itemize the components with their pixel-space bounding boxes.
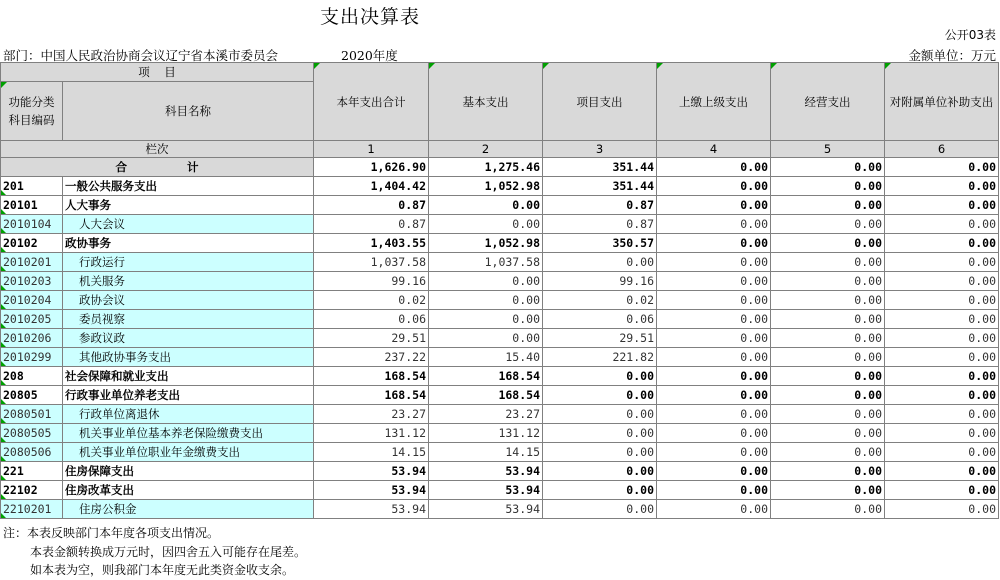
subject-name: 机关事业单位职业年金缴费支出 [63,443,314,462]
footnotes [3,524,306,580]
subject-name: 政协会议 [63,291,314,310]
table-row [1,234,999,253]
amount-cell: 0.87 [543,215,657,234]
amount-cell: 0.00 [657,500,771,519]
amount-cell: 0.00 [771,386,885,405]
amount-cell: 0.00 [657,234,771,253]
amount-cell: 131.12 [429,424,543,443]
amount-cell: 1,037.58 [314,253,429,272]
amount-cell: 221.82 [543,348,657,367]
total-value: 0.00 [657,158,771,177]
amount-cell: 0.00 [429,272,543,291]
function-code: 208 [1,367,63,386]
amount-cell: 0.00 [771,291,885,310]
amount-cell: 1,052.98 [429,234,543,253]
amount-cell: 168.54 [314,367,429,386]
amount-cell: 0.00 [543,405,657,424]
amount-cell: 0.00 [657,310,771,329]
subject-name: 社会保障和就业支出 [63,367,314,386]
amount-cell: 53.94 [429,500,543,519]
header-row-label: 栏次 [1,141,314,158]
subject-name: 行政事业单位养老支出 [63,386,314,405]
function-code: 201 [1,177,63,196]
amount-cell: 0.00 [771,234,885,253]
table-row [1,367,999,386]
col-num-1: 1 [314,141,429,158]
table-row [1,196,999,215]
amount-cell: 0.00 [657,196,771,215]
amount-cell: 0.87 [543,196,657,215]
amount-cell: 53.94 [314,481,429,500]
amount-cell: 0.00 [771,348,885,367]
total-value: 1,275.46 [429,158,543,177]
subject-name: 人大事务 [63,196,314,215]
subject-name: 机关服务 [63,272,314,291]
function-code: 2080501 [1,405,63,424]
amount-cell: 0.00 [885,367,999,386]
function-code: 2010205 [1,310,63,329]
amount-cell: 0.00 [657,367,771,386]
amount-cell: 0.00 [885,234,999,253]
header-col-1: 本年支出合计 [314,63,429,141]
amount-cell: 0.00 [885,443,999,462]
amount-cell: 99.16 [314,272,429,291]
header-code: 功能分类科目编码 [1,82,63,141]
amount-cell: 0.00 [885,177,999,196]
amount-cell: 0.00 [771,500,885,519]
amount-cell: 0.00 [657,272,771,291]
header-col-5: 经营支出 [771,63,885,141]
amount-cell: 0.00 [771,424,885,443]
amount-cell: 0.00 [771,215,885,234]
amount-cell: 99.16 [543,272,657,291]
amount-cell: 0.00 [657,443,771,462]
amount-cell: 0.00 [771,367,885,386]
col-num-5: 5 [771,141,885,158]
function-code: 2080506 [1,443,63,462]
amount-cell: 0.00 [543,462,657,481]
amount-cell: 0.00 [771,481,885,500]
table-row [1,177,999,196]
table-row [1,405,999,424]
header-item: 项 目 [1,63,314,82]
table-row [1,424,999,443]
amount-cell: 0.00 [657,424,771,443]
amount-cell: 15.40 [429,348,543,367]
total-value: 0.00 [885,158,999,177]
subject-name: 机关事业单位基本养老保险缴费支出 [63,424,314,443]
amount-cell: 0.00 [543,500,657,519]
amount-cell: 1,052.98 [429,177,543,196]
subject-name: 其他政协事务支出 [63,348,314,367]
header-col-4: 上缴上级支出 [657,63,771,141]
amount-cell: 1,404.42 [314,177,429,196]
col-num-2: 2 [429,141,543,158]
amount-cell: 0.00 [657,348,771,367]
amount-cell: 0.00 [771,253,885,272]
amount-cell: 0.00 [885,348,999,367]
table-row [1,310,999,329]
amount-cell: 0.00 [771,196,885,215]
amount-cell: 0.00 [429,196,543,215]
function-code: 2080505 [1,424,63,443]
amount-cell: 0.00 [885,310,999,329]
subject-name: 住房保障支出 [63,462,314,481]
amount-cell: 0.00 [657,405,771,424]
amount-cell: 0.00 [429,310,543,329]
amount-cell: 0.00 [885,500,999,519]
amount-unit: 金额单位：万元 [908,48,996,63]
amount-cell: 0.00 [543,443,657,462]
amount-cell: 0.00 [543,253,657,272]
table-row [1,500,999,519]
footnote: 注：本表反映部门本年度各项支出情况。 [3,526,220,540]
amount-cell: 0.00 [771,443,885,462]
amount-cell: 0.00 [885,462,999,481]
amount-cell: 53.94 [429,481,543,500]
function-code: 2010299 [1,348,63,367]
function-code: 221 [1,462,63,481]
subject-name: 行政单位离退休 [63,405,314,424]
amount-cell: 0.02 [314,291,429,310]
fiscal-year: 2020年度 [341,48,398,63]
table-row [1,329,999,348]
total-value: 0.00 [771,158,885,177]
table-row [1,272,999,291]
col-num-6: 6 [885,141,999,158]
function-code: 2010201 [1,253,63,272]
page-title: 支出决算表 [319,6,420,28]
amount-cell: 168.54 [429,386,543,405]
footnote: 如本表为空，则我部门本年度无此类资金收支余。 [30,563,295,577]
function-code: 2210201 [1,500,63,519]
function-code: 20102 [1,234,63,253]
function-code: 2010204 [1,291,63,310]
amount-cell: 350.57 [543,234,657,253]
amount-cell: 0.00 [657,215,771,234]
amount-cell: 0.00 [885,481,999,500]
amount-cell: 0.00 [885,272,999,291]
expenditure-table [0,62,999,519]
table-row [1,253,999,272]
amount-cell: 0.00 [543,386,657,405]
amount-cell: 0.00 [543,481,657,500]
amount-cell: 1,037.58 [429,253,543,272]
table-row [1,291,999,310]
amount-cell: 0.00 [885,405,999,424]
amount-cell: 0.00 [771,272,885,291]
total-row [1,158,999,177]
amount-cell: 0.87 [314,196,429,215]
total-value: 1,626.90 [314,158,429,177]
amount-cell: 29.51 [314,329,429,348]
amount-cell: 0.00 [657,462,771,481]
amount-cell: 53.94 [429,462,543,481]
amount-cell: 0.00 [429,291,543,310]
function-code: 20101 [1,196,63,215]
subject-name: 一般公共服务支出 [63,177,314,196]
amount-cell: 0.00 [543,424,657,443]
amount-cell: 0.00 [885,424,999,443]
table-row [1,348,999,367]
function-code: 2010206 [1,329,63,348]
amount-cell: 0.00 [771,329,885,348]
amount-cell: 0.87 [314,215,429,234]
function-code: 20805 [1,386,63,405]
subject-name: 行政运行 [63,253,314,272]
amount-cell: 0.00 [657,291,771,310]
amount-cell: 23.27 [314,405,429,424]
col-num-4: 4 [657,141,771,158]
amount-cell: 0.00 [657,329,771,348]
amount-cell: 0.00 [885,253,999,272]
amount-cell: 23.27 [429,405,543,424]
amount-cell: 0.00 [543,367,657,386]
table-row [1,462,999,481]
table-row [1,443,999,462]
amount-cell: 131.12 [314,424,429,443]
subject-name: 参政议政 [63,329,314,348]
total-value: 351.44 [543,158,657,177]
amount-cell: 0.00 [657,177,771,196]
amount-cell: 14.15 [429,443,543,462]
amount-cell: 0.00 [771,177,885,196]
amount-cell: 0.00 [885,291,999,310]
col-num-3: 3 [543,141,657,158]
table-row [1,215,999,234]
amount-cell: 0.06 [543,310,657,329]
amount-cell: 0.00 [657,386,771,405]
amount-cell: 0.00 [885,215,999,234]
footnote: 本表金额转换成万元时，因四舍五入可能存在尾差。 [30,544,307,559]
subject-name: 住房改革支出 [63,481,314,500]
function-code: 2010104 [1,215,63,234]
amount-cell: 0.00 [885,386,999,405]
amount-cell: 0.00 [657,253,771,272]
subject-name: 住房公积金 [63,500,314,519]
amount-cell: 168.54 [429,367,543,386]
form-number: 公开03表 [944,28,996,42]
amount-cell: 168.54 [314,386,429,405]
header-col-2: 基本支出 [429,63,543,141]
amount-cell: 53.94 [314,462,429,481]
amount-cell: 0.00 [429,329,543,348]
subject-name: 政协事务 [63,234,314,253]
amount-cell: 0.00 [771,310,885,329]
table-row [1,386,999,405]
amount-cell: 351.44 [543,177,657,196]
header-col-6: 对附属单位补助支出 [885,63,999,141]
amount-cell: 0.00 [657,481,771,500]
table-row [1,481,999,500]
department-label: 部门：中国人民政治协商会议辽宁省本溪市委员会 [3,48,279,63]
function-code: 22102 [1,481,63,500]
amount-cell: 0.00 [885,196,999,215]
amount-cell: 14.15 [314,443,429,462]
amount-cell: 0.02 [543,291,657,310]
amount-cell: 1,403.55 [314,234,429,253]
amount-cell: 0.00 [771,405,885,424]
amount-cell: 0.00 [429,215,543,234]
amount-cell: 237.22 [314,348,429,367]
amount-cell: 0.00 [885,329,999,348]
amount-cell: 0.06 [314,310,429,329]
subject-name: 人大会议 [63,215,314,234]
header-name: 科目名称 [63,82,314,141]
subject-name: 委员视察 [63,310,314,329]
amount-cell: 0.00 [771,462,885,481]
amount-cell: 53.94 [314,500,429,519]
amount-cell: 29.51 [543,329,657,348]
header-col-3: 项目支出 [543,63,657,141]
total-label: 合计 [1,158,314,177]
function-code: 2010203 [1,272,63,291]
